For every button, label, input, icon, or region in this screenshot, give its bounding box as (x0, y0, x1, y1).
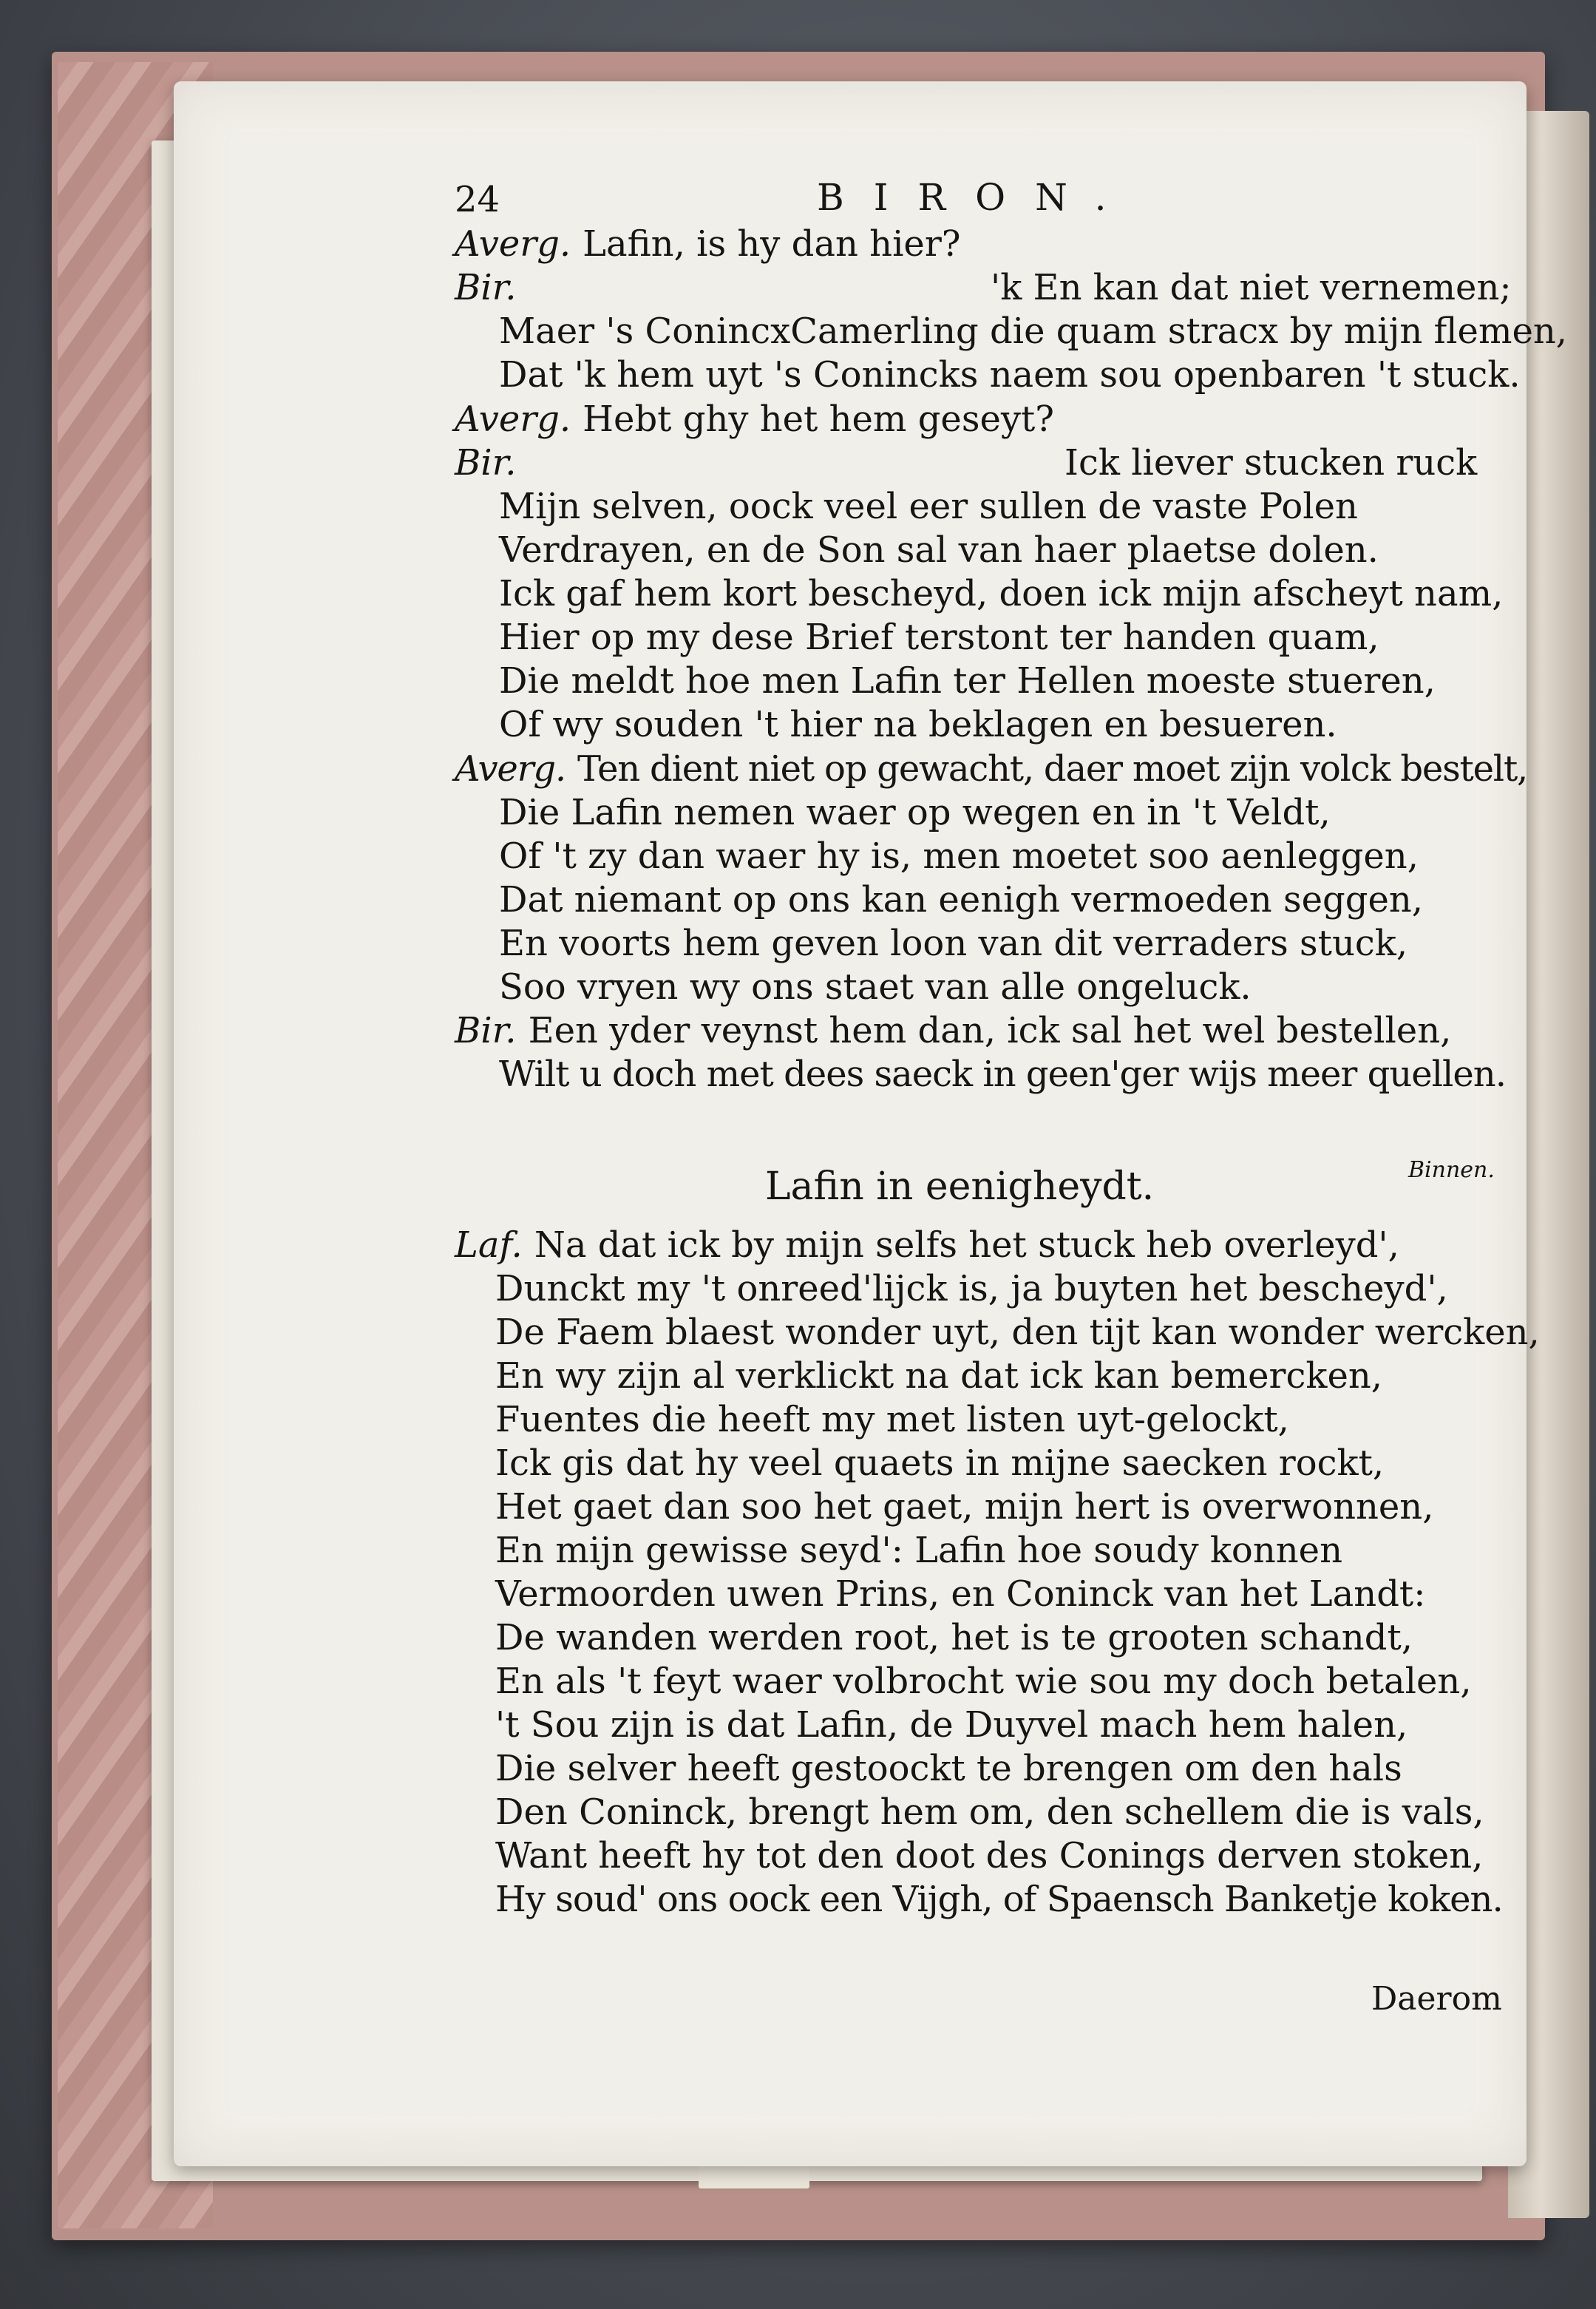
verse-line: Dat 'k hem uyt 's Conincks naem sou openbaren 't stuck. (499, 354, 1521, 396)
verse-line (455, 399, 1054, 440)
verse-text: Ten dient niet op gewacht, daer moet zijn volck bestelt, (577, 748, 1528, 790)
verse-line: Fuentes die heeft my met listen uyt-gelockt, (495, 1399, 1289, 1440)
verse-line: Hy soud' ons oock een Vijgh, of Spaensch Banketje koken. (495, 1879, 1503, 1920)
verse-line (455, 442, 1519, 484)
verse-line: Mijn selven, oock veel eer sullen de vaste Polen (499, 486, 1358, 527)
verse-line: Hier op my dese Brief terstont ter handen quam, (499, 617, 1379, 658)
verse-line (455, 748, 1528, 790)
verse-line: Die selver heeft gestoockt te brengen om den hals (495, 1748, 1402, 1789)
verse-line: Want heeft hy tot den doot des Conings derven stoken, (495, 1835, 1484, 1876)
verse-line: Dunckt my 't onreed'lijck is, ja buyten het bescheyd', (495, 1268, 1448, 1309)
running-head: BIRON. (817, 176, 1136, 219)
stage-direction: Binnen. (1408, 1157, 1495, 1183)
verse-line: Verdrayen, en de Son sal van haer plaetse dolen. (499, 529, 1379, 571)
verse-line: En wy zijn al verklickt na dat ick kan bemercken, (495, 1355, 1383, 1397)
verse-line: Die meldt hoe men Lafin ter Hellen moeste stueren, (499, 660, 1436, 702)
verse-line: Maer 's ConincxCamerling die quam stracx by mijn flemen, (499, 311, 1568, 352)
speaker-label: Bir. (455, 1010, 517, 1051)
verse-line: Dat niemant op ons kan eenigh vermoeden seggen, (499, 879, 1424, 920)
verse-line: Vermoorden uwen Prins, en Coninck van het Landt: (495, 1573, 1426, 1615)
verse-line: De Faem blaest wonder uyt, den tijt kan wonder wercken, (495, 1312, 1540, 1353)
verse-line: En mijn gewisse seyd': Lafin hoe soudy konnen (495, 1530, 1342, 1571)
catchword: Daerom (1371, 1980, 1502, 2018)
speaker-label: Bir. (455, 442, 517, 484)
verse-text: Na dat ick by mijn selfs het stuck heb overleyd', (534, 1224, 1399, 1266)
verse-text: 'k En kan dat niet vernemen; (991, 267, 1512, 308)
verse-text: Lafin, is hy dan hier? (583, 223, 961, 265)
verse-line (455, 1224, 1399, 1266)
verse-line: Soo vryen wy ons staet van alle ongeluck. (499, 966, 1252, 1008)
speaker-label: Averg. (455, 399, 571, 440)
verse-line: Die Lafin nemen waer op wegen en in 't Veldt, (499, 792, 1331, 833)
verse-line: Of wy souden 't hier na beklagen en besueren. (499, 704, 1337, 745)
speaker-label: Laf. (455, 1224, 523, 1266)
verse-line: Ick gis dat hy veel quaets in mijne saecken rockt, (495, 1442, 1385, 1484)
speaker-label: Averg. (455, 748, 566, 790)
verse-text: Een yder veynst hem dan, ick sal het wel bestellen, (528, 1010, 1452, 1051)
verse-line: En voorts hem geven loon van dit verraders stuck, (499, 923, 1408, 964)
speaker-label: Averg. (455, 223, 571, 265)
verse-line: De wanden werden root, het is te grooten schandt, (495, 1617, 1413, 1658)
verse-line: Den Coninck, brengt hem om, den schellem die is vals, (495, 1791, 1484, 1833)
page-text (455, 170, 1568, 2033)
verse-line: Ick gaf hem kort bescheyd, doen ick mijn afscheyt nam, (499, 573, 1504, 614)
verse-line: Wilt u doch met dees saeck in geen'ger wijs meer quellen. (499, 1054, 1506, 1095)
scene-heading: Lafin in eenigheydt. (765, 1164, 1155, 1209)
verse-text: Hebt ghy het hem geseyt? (583, 399, 1054, 440)
verse-line (455, 223, 961, 265)
verse-line: Het gaet dan soo het gaet, mijn hert is overwonnen, (495, 1486, 1434, 1528)
verse-line (455, 267, 1519, 308)
verse-line (455, 1010, 1452, 1051)
page-number: 24 (455, 179, 500, 220)
verse-line: En als 't feyt waer volbrocht wie sou my doch betalen, (495, 1661, 1472, 1702)
verse-line: 't Sou zijn is dat Lafin, de Duyvel mach hem halen, (495, 1704, 1408, 1746)
verse-text: Ick liever stucken ruck (1064, 442, 1478, 484)
verse-line: Of 't zy dan waer hy is, men moetet soo aenleggen, (499, 835, 1419, 877)
speaker-label: Bir. (455, 267, 517, 308)
